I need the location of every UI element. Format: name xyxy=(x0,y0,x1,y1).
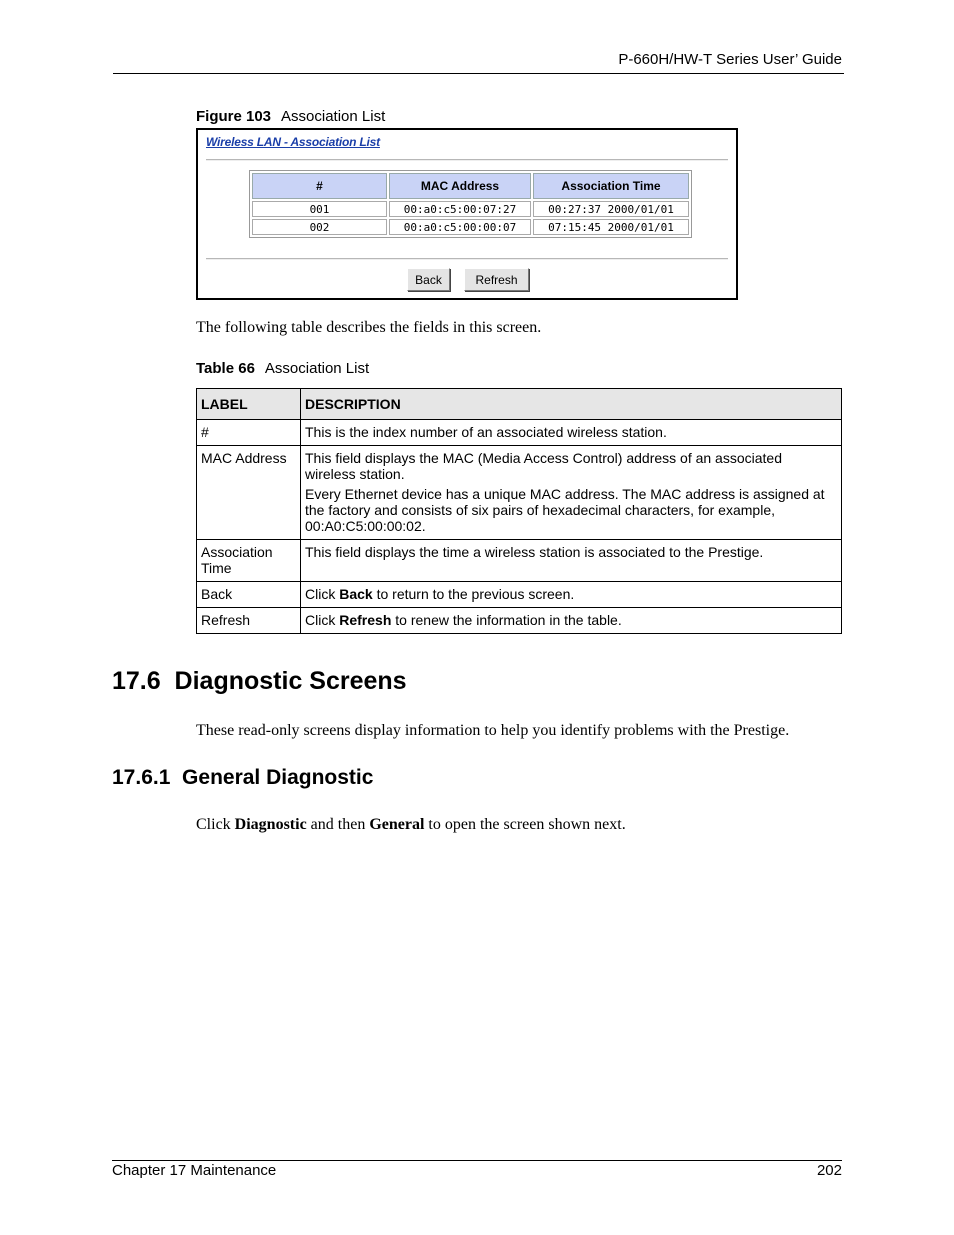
description-header-row xyxy=(197,389,842,420)
table-row xyxy=(197,420,842,446)
table-row xyxy=(197,608,842,634)
row-description xyxy=(301,420,842,446)
subsection-paragraph: Click Diagnostic and then General to open the screen shown next. xyxy=(196,816,626,833)
back-keyword: Back xyxy=(339,586,373,602)
label-column-header: LABEL xyxy=(197,389,301,420)
figure-label: Figure 103 xyxy=(196,108,272,125)
footer-rule xyxy=(112,1160,842,1161)
row-label: Refresh xyxy=(197,608,301,634)
intro-paragraph: The following table describes the fields in this screen. xyxy=(196,319,542,336)
refresh-button[interactable]: Refresh xyxy=(464,268,529,291)
table-label: Table 66 xyxy=(196,360,255,377)
screen-bottom-divider xyxy=(206,258,728,260)
description-table xyxy=(196,388,842,634)
row-number: 002 xyxy=(252,219,387,235)
guide-title: P-660H/HW-T Series User’ Guide xyxy=(618,51,842,68)
row-label: MAC Address xyxy=(197,446,301,540)
screen-title: Wireless LAN - Association List xyxy=(206,135,380,149)
row-label: Back xyxy=(197,582,301,608)
row-number: 001 xyxy=(252,201,387,217)
row-association-time: 07:15:45 2000/01/01 xyxy=(533,219,689,235)
screen-title-divider xyxy=(206,159,728,161)
description-paragraph: Every Ethernet device has a unique MAC address. The MAC address is assigned at the factory and consists of six pairs of hexadecimal characters, for example, 00:A0:C5:00:00:02. xyxy=(305,486,825,534)
row-mac-address: 00:a0:c5:00:00:07 xyxy=(389,219,531,235)
row-description xyxy=(301,540,842,582)
row-description xyxy=(301,446,842,540)
description-paragraph: This is the index number of an associated wireless station. xyxy=(305,424,667,440)
description-paragraph: This field displays the time a wireless station is associated to the Prestige. xyxy=(305,544,764,560)
description-paragraph: This field displays the MAC (Media Access Control) address of an associated wireless station. xyxy=(305,450,782,482)
association-header-row xyxy=(252,173,689,199)
general-keyword: General xyxy=(369,816,425,833)
table-row xyxy=(197,582,842,608)
association-table xyxy=(249,170,692,238)
back-button[interactable]: Back xyxy=(407,268,450,291)
table-row xyxy=(197,446,842,540)
association-list-screenshot xyxy=(196,128,738,300)
table-row xyxy=(252,219,689,235)
page-number: 202 xyxy=(816,1162,842,1179)
header-rule xyxy=(113,73,844,74)
figure-caption xyxy=(196,108,385,125)
column-association-time: Association Time xyxy=(533,173,689,199)
table-row xyxy=(197,540,842,582)
row-description: Click Refresh to renew the information in the table. xyxy=(301,608,842,634)
table-caption-text: Association List xyxy=(264,360,370,377)
row-association-time: 00:27:37 2000/01/01 xyxy=(533,201,689,217)
description-column-header: DESCRIPTION xyxy=(301,389,842,420)
subsection-heading: 17.6.1 General Diagnostic xyxy=(112,766,374,789)
section-paragraph: These read-only screens display information to help you identify problems with the Prestige. xyxy=(196,722,790,739)
row-description: Click Back to return to the previous screen. xyxy=(301,582,842,608)
table-caption xyxy=(196,360,369,377)
refresh-keyword: Refresh xyxy=(339,612,392,628)
column-mac-address: MAC Address xyxy=(389,173,531,199)
figure-caption-text: Association List xyxy=(281,108,386,125)
section-heading: 17.6 Diagnostic Screens xyxy=(112,667,407,695)
row-label: Association Time xyxy=(197,540,301,582)
column-number: # xyxy=(252,173,387,199)
row-mac-address: 00:a0:c5:00:07:27 xyxy=(389,201,531,217)
table-row xyxy=(252,201,689,217)
footer-chapter: Chapter 17 Maintenance xyxy=(112,1162,277,1179)
diagnostic-keyword: Diagnostic xyxy=(234,816,307,833)
row-label: # xyxy=(197,420,301,446)
